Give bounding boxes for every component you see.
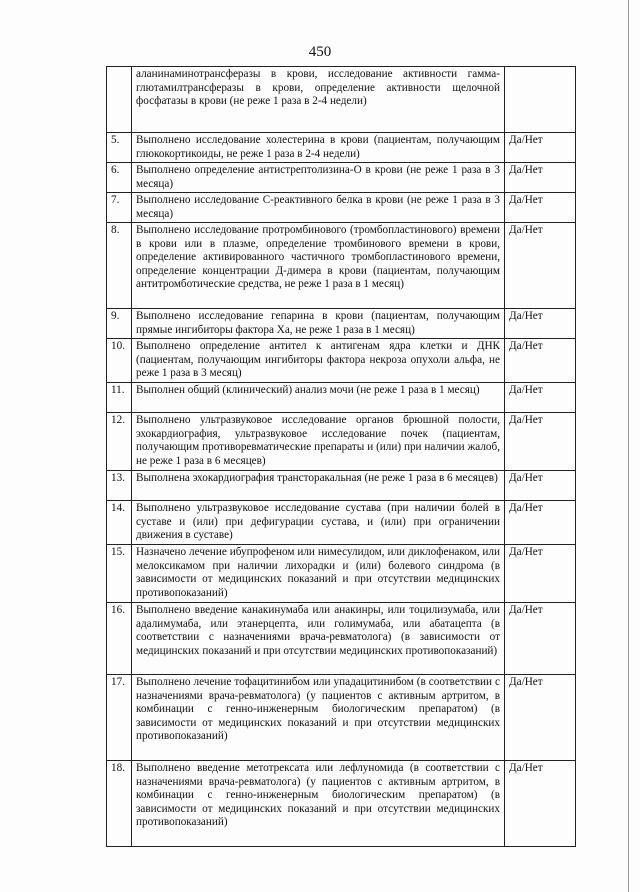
row-number: 10. bbox=[107, 339, 132, 383]
table-row bbox=[107, 223, 576, 309]
table-row bbox=[107, 383, 576, 413]
row-number: 9. bbox=[107, 309, 132, 339]
row-number: 18. bbox=[107, 761, 132, 847]
row-answer: Да/Нет bbox=[505, 339, 576, 383]
table-row bbox=[107, 163, 576, 193]
row-number: 5. bbox=[107, 133, 132, 163]
table-row bbox=[107, 67, 576, 133]
row-answer: Да/Нет bbox=[505, 501, 576, 545]
row-criterion: Выполнено введение канакинумаба или анакинры, или тоцилизумаба, или адалимумаба, или этанерцепта, или голимумаба, или абатацепта (в соответствии с назначениями врача-ревматолога) (в зависимости от медицинских показаний и при отсутствии медицинских противопоказаний) bbox=[132, 603, 505, 675]
table-row bbox=[107, 309, 576, 339]
table-row bbox=[107, 603, 576, 675]
row-answer: Да/Нет bbox=[505, 675, 576, 761]
row-criterion: Выполнено исследование С-реактивного белка в крови (не реже 1 раза в 3 месяца) bbox=[132, 193, 505, 223]
row-number: 17. bbox=[107, 675, 132, 761]
row-criterion: Выполнено введение метотрексата или лефлуномида (в соответствии с назначениями врача-ревматолога) (у пациентов с активным артритом, в комбинации с генно-инженерным биологическим препаратом) (в зависимости от медицинских показаний и при отсутствии медицинских противопоказаний) bbox=[132, 761, 505, 847]
table-row bbox=[107, 471, 576, 501]
scan-edge-line bbox=[628, 0, 629, 892]
row-criterion: Выполнено ультразвуковое исследование органов брюшной полости, эхокардиография, ультразвуковое исследование почек (пациентам, получающим противоревматические препараты и (или) при наличии жалоб, не реже 1 раза в 6 месяцев) bbox=[132, 413, 505, 471]
table-row bbox=[107, 761, 576, 847]
table-row bbox=[107, 413, 576, 471]
row-criterion: Выполнено ультразвуковое исследование сустава (при наличии болей в суставе и (или) при дефигурации сустава, и (или) при ограничении движения в суставе) bbox=[132, 501, 505, 545]
row-number: 7. bbox=[107, 193, 132, 223]
row-number: 16. bbox=[107, 603, 132, 675]
row-number: 6. bbox=[107, 163, 132, 193]
table-row bbox=[107, 339, 576, 383]
page-number: 450 bbox=[308, 44, 332, 60]
row-criterion: Выполнена эхокардиография трансторакальная (не реже 1 раза в 6 месяцев) bbox=[132, 471, 505, 501]
row-number: 13. bbox=[107, 471, 132, 501]
row-answer bbox=[505, 67, 576, 133]
row-criterion: Выполнено определение антистрептолизина-О в крови (не реже 1 раза в 3 месяца) bbox=[132, 163, 505, 193]
row-criterion: Назначено лечение ибупрофеном или нимесулидом, или диклофенаком, или мелоксикамом при наличии лихорадки и (или) болевого синдрома (в зависимости от медицинских показаний и при отсутствии медицинских противопоказаний) bbox=[132, 545, 505, 603]
row-number: 11. bbox=[107, 383, 132, 413]
criteria-table bbox=[106, 66, 576, 847]
row-number: 14. bbox=[107, 501, 132, 545]
table-row bbox=[107, 501, 576, 545]
row-criterion: аланинаминотрансферазы в крови, исследование активности гамма-глютамилтрансферазы в крови, определение активности щелочной фосфатазы в крови (не реже 1 раза в 2-4 недели) bbox=[132, 67, 505, 133]
row-answer: Да/Нет bbox=[505, 545, 576, 603]
row-answer: Да/Нет bbox=[505, 471, 576, 501]
row-answer: Да/Нет bbox=[505, 309, 576, 339]
row-answer: Да/Нет bbox=[505, 223, 576, 309]
row-number: 12. bbox=[107, 413, 132, 471]
row-answer: Да/Нет bbox=[505, 163, 576, 193]
row-answer: Да/Нет bbox=[505, 603, 576, 675]
row-criterion: Выполнен общий (клинический) анализ мочи (не реже 1 раза в 1 месяц) bbox=[132, 383, 505, 413]
row-answer: Да/Нет bbox=[505, 193, 576, 223]
row-criterion: Выполнено лечение тофацитинибом или упадацитинибом (в соответствии с назначениями врача-ревматолога) (у пациентов с активным артритом, в комбинации с генно-инженерным биологическим препаратом) (в зависимости от медицинских показаний и при отсутствии медицинских противопоказаний) bbox=[132, 675, 505, 761]
table-row bbox=[107, 675, 576, 761]
table-row bbox=[107, 193, 576, 223]
row-number: 8. bbox=[107, 223, 132, 309]
row-number: 15. bbox=[107, 545, 132, 603]
row-criterion: Выполнено исследование холестерина в крови (пациентам, получающим глюкокортикоиды, не реже 1 раза в 2-4 недели) bbox=[132, 133, 505, 163]
row-criterion: Выполнено исследование протромбинового (тромбопластинового) времени в крови или в плазме, определение тромбинового времени в крови, определение активированного частичного тромбопластинового времени, определение концентрации Д-димера в крови (пациентам, получающим антитромботические средства, не реже 1 раза в 1 месяц) bbox=[132, 223, 505, 309]
row-answer: Да/Нет bbox=[505, 383, 576, 413]
table-row bbox=[107, 133, 576, 163]
row-criterion: Выполнено исследование гепарина в крови (пациентам, получающим прямые ингибиторы фактора Ха, не реже 1 раза в 1 месяц) bbox=[132, 309, 505, 339]
row-answer: Да/Нет bbox=[505, 413, 576, 471]
table-row bbox=[107, 545, 576, 603]
row-number bbox=[107, 67, 132, 133]
row-answer: Да/Нет bbox=[505, 133, 576, 163]
row-criterion: Выполнено определение антител к антигенам ядра клетки и ДНК (пациентам, получающим ингибиторы фактора некроза опухоли альфа, не реже 1 раза в 3 месяц) bbox=[132, 339, 505, 383]
row-answer: Да/Нет bbox=[505, 761, 576, 847]
